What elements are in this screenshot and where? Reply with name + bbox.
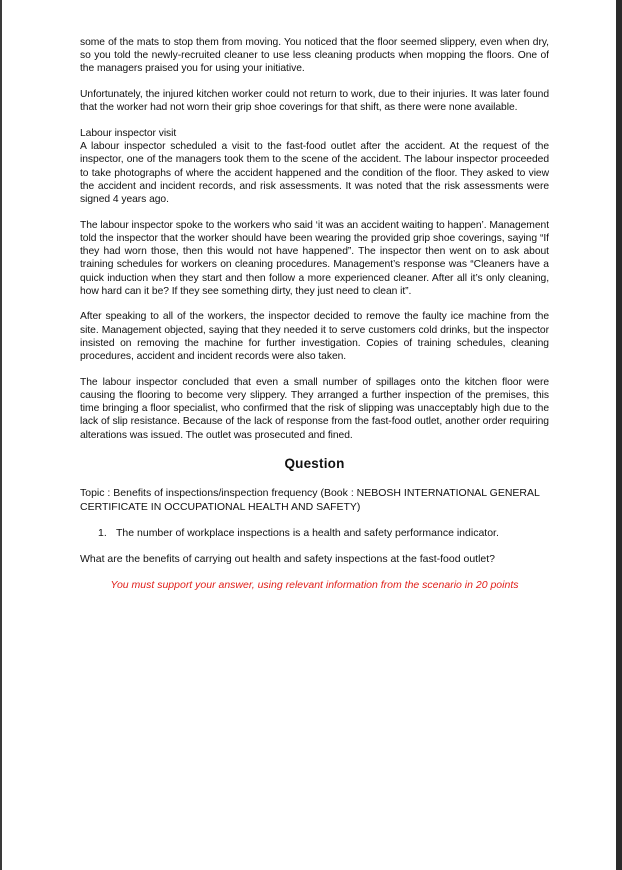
question-main-text: What are the benefits of carrying out health and safety inspections at the fast-food outlet? — [80, 552, 496, 565]
document-content — [80, 36, 549, 592]
section-subheading: Labour inspector visit — [80, 128, 177, 140]
scenario-paragraph-6: The labour inspector concluded that even a small number of spillages onto the kitchen floor were causing the flooring to become very slippery. They arranged a further inspection of the premises, this time bringing a floor specialist, who confirmed that the risk of slipping was unacceptably high due to the lack of slip resistance. Because of the lack of response from the fast-food outlet, another order requiring alterations was issued. The outlet was prosecuted and fined. — [80, 376, 549, 441]
question-item-number: 1. — [98, 526, 107, 539]
scenario-paragraph-3: A labour inspector scheduled a visit to the fast-food outlet after the accident. At the request of the inspector, one of the managers took them to the scene of the accident. The labour inspector proceeded to take photographs of where the accident happened and the condition of the floor. They asked to view the accident and incident records, and risk assessments. It was noted that the risk assessments were signed 4 years ago. — [80, 141, 549, 206]
scenario-paragraph-2: Unfortunately, the injured kitchen worker could not return to work, due to their injuries. It was later found that the worker had not worn their grip shoe coverings for that shift, as there were none available. — [80, 89, 549, 114]
question-item-text: The number of workplace inspections is a health and safety performance indicator. — [116, 526, 499, 539]
answer-instruction-note: You must support your answer, using relevant information from the scenario in 20 points — [110, 578, 519, 591]
scenario-paragraph-4: The labour inspector spoke to the workers who said ‘it was an accident waiting to happen’. Management told the inspector that the worker should have been wearing the provided grip shoe coverings, saying “If they had worn those, then this would not have happened”. The inspector then went on to ask about training schedules for workers on cleaning procedures. Management’s response was “Cleaners have a quick induction when they start and then follow a more experienced cleaner. After all it’s only cleaning, how hard can it be? If they see something dirty, they just need to clean it”. — [80, 219, 549, 297]
scenario-paragraph-5: After speaking to all of the workers, the inspector decided to remove the faulty ice machine from the site. Management objected, saying that they needed it to serve customers cold drinks, but the inspector insisted on removing the machine for further investigation. Copies of training schedules, cleaning procedures, accident and incident records were also taken. — [80, 311, 549, 363]
question-topic: Topic : Benefits of inspections/inspection frequency (Book : NEBOSH INTERNATIONAL GENERAL CERTIFICATE IN OCCUPATIONAL HEALTH AND SAFETY) — [80, 486, 540, 513]
page-right-edge — [616, 0, 622, 870]
question-list-item — [98, 526, 549, 540]
page-left-edge — [0, 0, 2, 870]
question-heading: Question — [284, 455, 345, 471]
scenario-paragraph-1: some of the mats to stop them from moving. You noticed that the floor seemed slippery, even when dry, so you told the newly-recruited cleaner to use less cleaning products when mopping the floors. One of the managers praised you for using your initiative. — [80, 37, 549, 75]
